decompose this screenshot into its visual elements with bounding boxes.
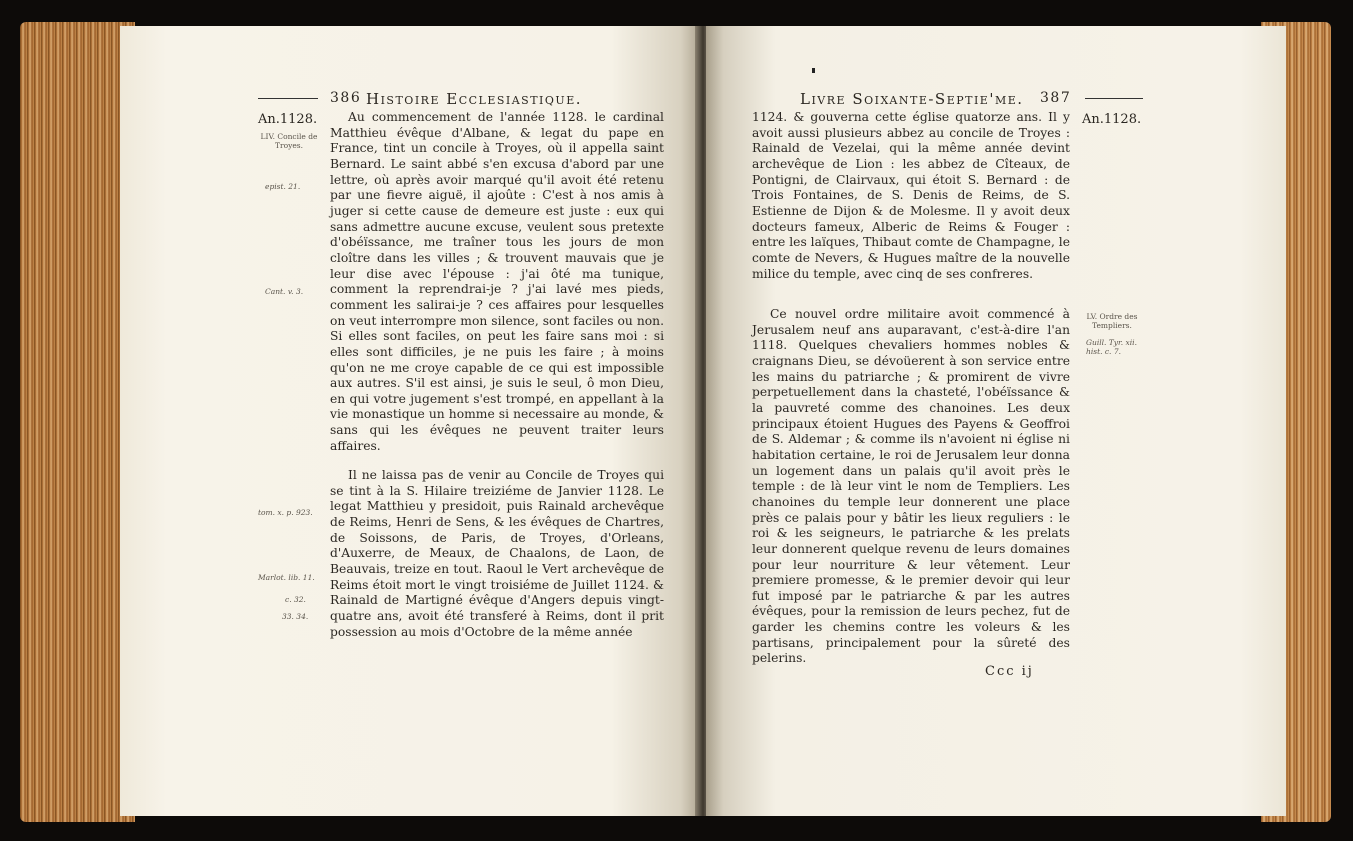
margin-note: LIV. Concile de Troyes. <box>260 132 318 150</box>
right-page-number: 387 <box>1040 90 1072 106</box>
margin-note: Guill. Tyr. xii. hist. c. 7. <box>1086 338 1137 356</box>
left-head-rule <box>258 98 318 99</box>
left-year-marker: An.1128. <box>258 112 318 127</box>
ink-mark <box>812 68 815 73</box>
left-running-head: Histoire Ecclesiastique. <box>366 90 582 108</box>
right-body-paragraph-2: Ce nouvel ordre militaire avoit commencé à Jerusalem neuf ans auparavant, c'est-à-dire l'an 1118. Quelques chevaliers hommes nobles & craignans Dieu, se dévoüerent à son service entre les mains du patriarche ; & promirent de vivre perpetuellement dans la chasteté, l'obéïssance & la pauvreté comme des chanoines. Les deux principaux étoient Hugues des Payens & Geoffroi de S. Aldemar ; & comme ils n'avoient ni église ni habitation certaine, le roi de Jerusalem leur donna un logement dans un palais qu'il avoit près le temple : de là leur vint le nom de Templiers. Les chanoines du temple leur donnerent une place près ce palais pour y bâtir les lieux reguliers : le roi & les seigneurs, le patriarche & les prelats leur donnerent quelque revenu de leurs domaines pour leur nourriture & leur vêtement. Leur premiere promesse, & le premier devoir qui leur fut imposé par le patriarche & par les autres évêques, pour la remission de leurs pechez, fut de garder les chemins contre les voleurs & les partisans, principalement pour la sûreté des pelerins. <box>752 307 1070 666</box>
margin-note: LV. Ordre des Templiers. <box>1086 312 1138 330</box>
page-edges-left <box>20 22 135 822</box>
margin-note: tom. x. p. 923. <box>258 508 313 517</box>
right-head-rule <box>1085 98 1143 99</box>
right-body-paragraph-1: 1124. & gouverna cette église quatorze ans. Il y avoit aussi plusieurs abbez au concile de Troyes : Rainald de Vezelai, qui la même année devint archevêque de Lion : les abbez de Cîteaux, de Pontigni, de Clairvaux, qui étoit S. Bernard : de Trois Fontaines, de S. Denis de Reims, de S. Estienne de Dijon & de Molesme. Il y avoit deux docteurs fameux, Alberic de Reims & Fouger : entre les laïques, Thibaut comte de Champagne, le comte de Nevers, & Hugues maître de la nouvelle milice du temple, avec cinq de ses confreres. <box>752 110 1070 281</box>
margin-note: epist. 21. <box>265 182 301 191</box>
margin-note: Marlot. lib. 11. <box>258 573 315 582</box>
left-body-paragraph-1: Au commencement de l'année 1128. le cardinal Matthieu évêque d'Albane, & legat du pape en France, tint un concile à Troyes, où il appella saint Bernard. Le saint abbé s'en excusa d'abord par une lettre, où après avoir marqué qu'il avoit été retenu par une fievre aiguë, il ajoûte : C'est à nos amis à juger si cette cause de demeure est juste : eux qui sans admettre aucune excuse, veulent sous pretexte d'obéïssance, me traîner tous les jours de mon cloître dans les villes ; & trouvent mauvais que je leur dise avec l'épouse : j'ai ôté ma tunique, comment la reprendrai-je ? j'ai lavé mes pieds, comment les salirai-je ? ces affaires pour lesquelles on veut interrompre mon silence, sont faciles ou non. Si elles sont faciles, on peut les faire sans moi : si elles sont difficiles, je ne puis les faire ; à moins qu'on ne me croye capable de ce qui est impossible aux autres. S'il est ainsi, je suis le seul, ô mon Dieu, en qui votre jugement s'est trompé, en appellant à la vie monastique un homme si necessaire au monde, & sans qui les évêques ne peuvent traiter leurs affaires. <box>330 110 664 453</box>
margin-note: Cant. v. 3. <box>265 287 304 296</box>
signature-mark: Ccc ij <box>985 664 1034 679</box>
right-year-marker: An.1128. <box>1082 112 1142 127</box>
left-page-number: 386 <box>330 90 362 106</box>
margin-note: c. 32. <box>285 595 306 604</box>
right-running-head: Livre Soixante-Septie'me. <box>800 90 1024 108</box>
left-body-paragraph-2: Il ne laissa pas de venir au Concile de Troyes qui se tint à la S. Hilaire treiziéme de Janvier 1128. Le legat Matthieu y presidoit, puis Rainald archevêque de Reims, Henri de Sens, & les évêques de Chartres, de Soissons, de Paris, de Troyes, d'Orleans, d'Auxerre, de Meaux, de Chaalons, de Laon, de Beauvais, treize en tout. Raoul le Vert archevêque de Reims étoit mort le vingt troisiéme de Juillet 1124. & Rainald de Martigné évêque d'Angers depuis vingt-quatre ans, avoit été transferé à Reims, dont il prit possession au mois d'Octobre de la même année <box>330 468 664 639</box>
margin-note: 33. 34. <box>282 612 309 621</box>
